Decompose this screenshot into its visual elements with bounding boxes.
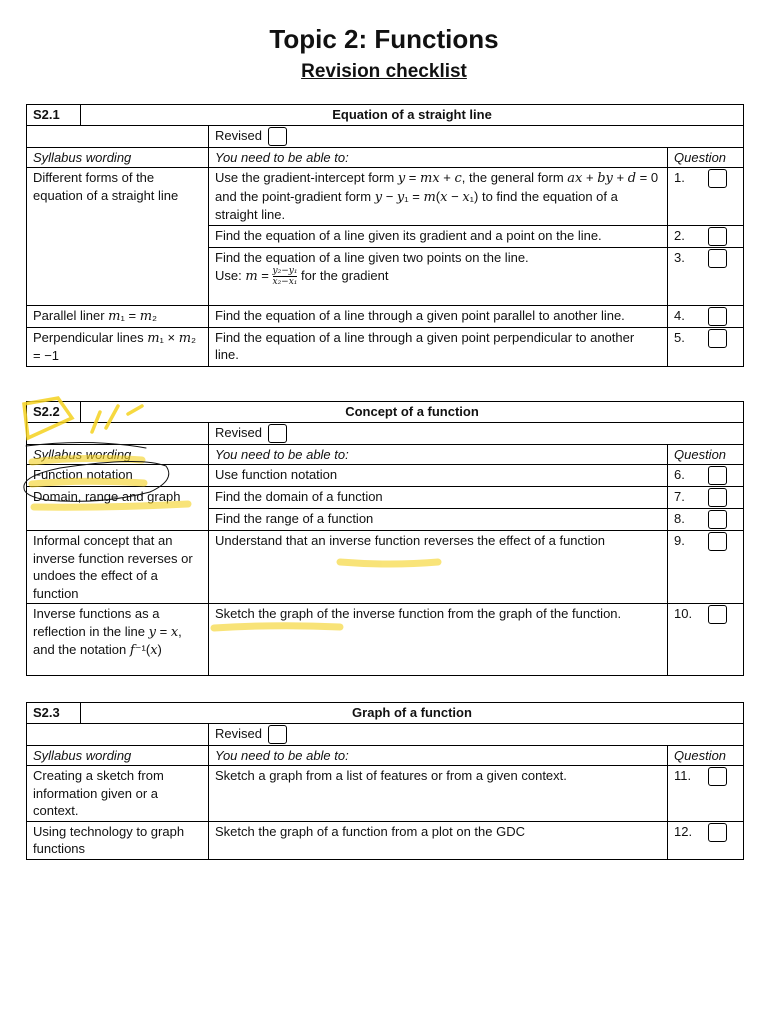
objective-cell: Find the domain of a function [209, 487, 668, 509]
need-header: You need to be able to: [209, 745, 668, 766]
objective-cell: Find the equation of a line given two points on the line. Use: m = $\frac{\text{y₂−y₁}}{\text{x₂−x₁}}$ for the gradient [209, 247, 668, 305]
question-cell [668, 531, 744, 604]
section-s2-1-table [26, 104, 744, 367]
syllabus-header: Syllabus wording [27, 147, 209, 168]
need-header: You need to be able to: [209, 147, 668, 168]
question-number: 8. [674, 511, 685, 527]
syllabus-cell: Informal concept that an inverse function reverses or undoes the effect of a function [27, 531, 209, 604]
revised-checkbox[interactable] [268, 725, 287, 744]
section-code: S2.3 [27, 703, 81, 724]
objective-cell: Use function notation [209, 465, 668, 487]
question-checkbox[interactable] [708, 532, 727, 551]
question-number: 5. [674, 329, 685, 345]
section-s2-2-table [26, 401, 744, 676]
revised-checkbox[interactable] [268, 127, 287, 146]
question-header: Question [668, 745, 744, 766]
question-cell [668, 766, 744, 822]
question-checkbox[interactable] [708, 307, 727, 326]
question-cell [668, 487, 744, 509]
section-s2-3-table [26, 702, 744, 860]
syllabus-cell: Perpendicular lines m₁ × m₂ = −1 [27, 327, 209, 366]
question-number: 4. [674, 307, 685, 323]
revised-label: Revised [215, 726, 262, 742]
revised-checkbox[interactable] [268, 424, 287, 443]
question-number: 11. [674, 768, 692, 783]
question-checkbox[interactable] [708, 510, 727, 529]
question-number: 6. [674, 467, 685, 482]
question-cell [668, 327, 744, 366]
question-cell [668, 168, 744, 226]
question-number: 7. [674, 489, 685, 505]
syllabus-cell: Inverse functions as a reflection in the line y = x, and the notation f⁻¹(x) [27, 604, 209, 676]
syllabus-cell: Creating a sketch from information given or a context. [27, 766, 209, 822]
question-header: Question [668, 444, 744, 465]
question-cell [668, 604, 744, 676]
revised-label: Revised [215, 425, 262, 441]
question-header: Question [668, 147, 744, 168]
syllabus-cell: Different forms of the equation of a straight line [27, 168, 209, 306]
question-checkbox[interactable] [708, 466, 727, 485]
question-cell [668, 509, 744, 531]
syllabus-header: Syllabus wording [27, 745, 209, 766]
question-cell [668, 247, 744, 305]
question-checkbox[interactable] [708, 488, 727, 507]
objective-cell: Understand that an inverse function reverses the effect of a function [209, 531, 668, 604]
objective-cell: Sketch the graph of a function from a plot on the GDC [209, 821, 668, 859]
section-code: S2.2 [27, 402, 81, 423]
question-cell [668, 225, 744, 247]
question-number: 9. [674, 533, 685, 549]
objective-cell: Find the equation of a line through a given point perpendicular to another line. [209, 327, 668, 366]
question-cell [668, 465, 744, 487]
syllabus-cell: Using technology to graph functions [27, 821, 209, 859]
section-title: Graph of a function [81, 703, 744, 724]
revised-label: Revised [215, 128, 262, 144]
question-checkbox[interactable] [708, 227, 727, 246]
question-number: 12. [674, 823, 693, 839]
question-cell [668, 305, 744, 327]
question-number: 1. [674, 170, 685, 185]
need-header: You need to be able to: [209, 444, 668, 465]
question-number: 10. [674, 606, 693, 622]
question-checkbox[interactable] [708, 767, 727, 786]
question-number: 2. [674, 227, 685, 243]
syllabus-cell: Domain, range and graph [27, 487, 209, 531]
section-title: Equation of a straight line [81, 105, 744, 126]
objective-cell: Sketch the graph of the inverse function from the graph of the function. [209, 604, 668, 676]
objective-cell: Sketch a graph from a list of features or from a given context. [209, 766, 668, 822]
syllabus-cell: Parallel liner m₁ = m₂ [27, 305, 209, 327]
question-checkbox[interactable] [708, 249, 727, 268]
question-checkbox[interactable] [708, 605, 727, 624]
page-subtitle: Revision checklist [301, 61, 467, 82]
question-checkbox[interactable] [708, 169, 727, 188]
question-cell [668, 821, 744, 859]
objective-text: Find the equation of a line given two points on the line. [215, 249, 529, 265]
objective-cell: Use the gradient-intercept form y = mx + c, the general form ax + by + d = 0 and the point-gradient form y − y₁ = m(x − x₁) to find the equation of a straight line. [209, 168, 668, 226]
objective-cell: Find the range of a function [209, 509, 668, 531]
syllabus-cell: Function notation [27, 465, 209, 487]
question-checkbox[interactable] [708, 329, 727, 348]
objective-cell: Find the equation of a line given its gradient and a point on the line. [209, 225, 668, 247]
section-title: Concept of a function [81, 402, 744, 423]
section-code: S2.1 [27, 105, 81, 126]
syllabus-header: Syllabus wording [27, 444, 209, 465]
page-title: Topic 2: Functions [269, 24, 499, 54]
gradient-formula: $\frac{\text{y₂−y₁}}{\text{x₂−x₁}}$ [272, 266, 298, 288]
question-checkbox[interactable] [708, 823, 727, 842]
objective-cell: Find the equation of a line through a given point parallel to another line. [209, 305, 668, 327]
question-number: 3. [674, 249, 685, 265]
